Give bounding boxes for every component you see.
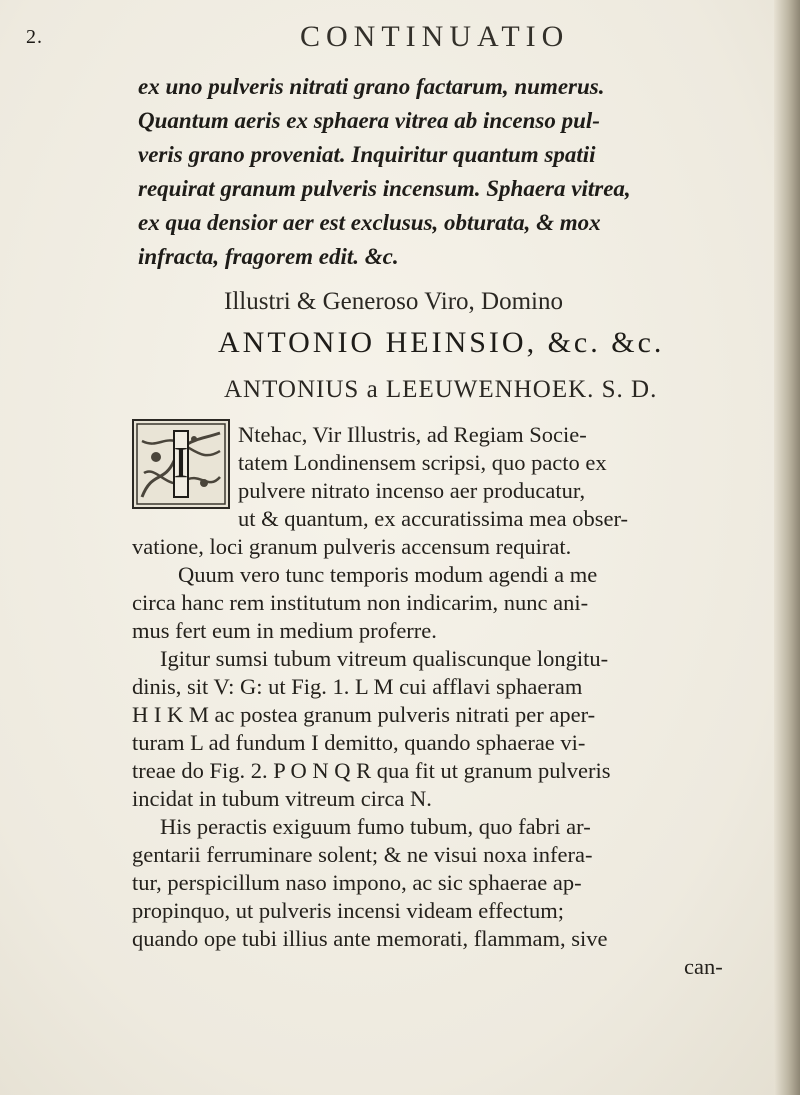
body-line: tatem Londinensem scripsi, quo pacto ex [238, 450, 607, 475]
body-line: H I K M ac postea granum pulveris nitrati per aper- [132, 702, 596, 727]
addressee-heading: ANTONIO HEINSIO, &c. &c. [218, 326, 665, 359]
body-line: ut & quantum, ex accuratissima mea obser- [238, 506, 629, 531]
body-line: Igitur sumsi tubum vitreum qualiscunque longitu- [160, 646, 609, 671]
body-line: pulvere nitrato incenso aer producatur, [238, 478, 586, 503]
body-line: Ntehac, Vir Illustris, ad Regiam Socie- [238, 422, 587, 447]
summary-line: veris grano proveniat. Inquiritur quantum spatii [138, 142, 596, 167]
summary-line: infracta, fragorem edit. &c. [138, 244, 399, 269]
body-line: treae do Fig. 2. P O N Q R qua fit ut granum pulveris [132, 758, 611, 783]
summary-paragraph [138, 70, 778, 274]
running-head: CONTINUATIO [300, 20, 570, 53]
catchword: can- [684, 954, 723, 979]
body-line: quando ope tubi illius ante memorati, flammam, sive [132, 926, 608, 951]
body-line: circa hanc rem institutum non indicarim, nunc ani- [132, 590, 589, 615]
body-line: gentarii ferruminare solent; & ne visui noxa infera- [132, 842, 593, 867]
summary-line: requirat granum pulveris incensum. Sphaera vitrea, [138, 176, 631, 201]
body-line: Quum vero tunc temporis modum agendi a me [178, 562, 598, 587]
summary-line: ex qua densior aer est exclusus, obturata, & mox [138, 210, 601, 235]
initial-letter: I [173, 438, 189, 487]
body-line: dinis, sit V: G: ut Fig. 1. L M cui afflavi sphaeram [132, 674, 583, 699]
body-line: vatione, loci granum pulveris accensum requirat. [132, 534, 572, 559]
summary-line: ex uno pulveris nitrati grano factarum, numerus. [138, 74, 605, 99]
body-line: propinquo, ut pulveris incensi videam effectum; [132, 898, 564, 923]
page-number: 2. [26, 26, 43, 48]
summary-line: Quantum aeris ex sphaera vitrea ab incenso pul- [138, 108, 600, 133]
body-line: tur, perspicillum naso impono, ac sic sphaerae ap- [132, 870, 582, 895]
author-salutation: ANTONIUS a LEEUWENHOEK. S. D. [224, 376, 658, 403]
body-line: turam L ad fundum I demitto, quando sphaerae vi- [132, 730, 586, 755]
decorated-initial-icon [132, 419, 230, 509]
body-line: incidat in tubum vitreum circa N. [132, 786, 432, 811]
body-line: His peractis exiguum fumo tubum, quo fabri ar- [160, 814, 591, 839]
dedication-line: Illustri & Generoso Viro, Domino [224, 288, 563, 315]
body-line: mus fert eum in medium proferre. [132, 618, 437, 643]
